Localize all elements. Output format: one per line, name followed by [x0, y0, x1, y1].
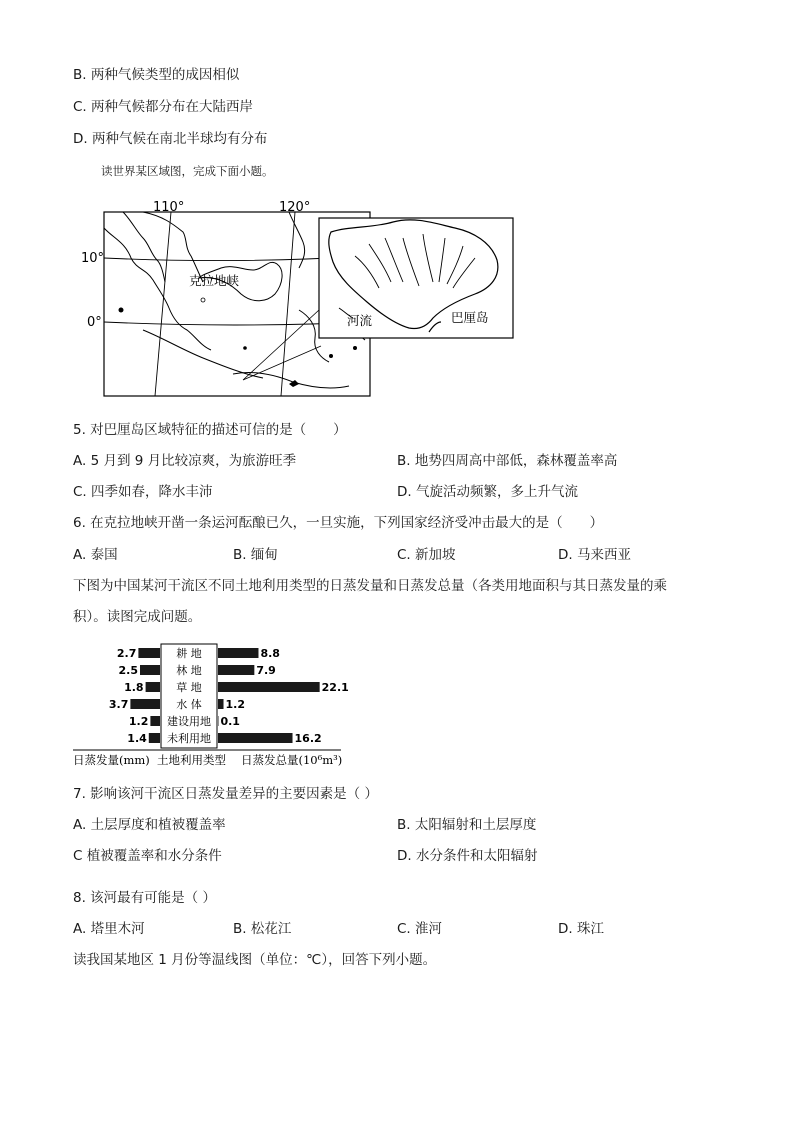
q6-stem: 6. 在克拉地峡开凿一条运河酝酿已久，一旦实施，下列国家经济受冲击最大的是（ ）	[73, 515, 604, 531]
island-dot	[243, 346, 247, 350]
bar-total-evaporation-0	[218, 648, 258, 658]
bar-evaporation-1	[140, 665, 160, 675]
label-river: 河流	[347, 313, 373, 328]
label-total-evaporation-5: 16.2	[294, 732, 322, 745]
label-evaporation-1: 2.5	[118, 664, 138, 677]
xlabel-left: 日蒸发量(mm)	[73, 753, 150, 767]
island-dot	[353, 346, 357, 350]
category-label-1: 林 地	[176, 664, 202, 677]
prev-option-b: B. 两种气候类型的成因相似	[73, 67, 240, 83]
map-intro: 读世界某区域图，完成下面小题。	[101, 164, 274, 178]
label-total-evaporation-0: 8.8	[260, 647, 280, 660]
bar-total-evaporation-2	[218, 682, 320, 692]
bar-evaporation-2	[146, 682, 160, 692]
q5-option-b[interactable]: B. 地势四周高中部低，森林覆盖率高	[397, 453, 618, 469]
bar-evaporation-0	[138, 648, 160, 658]
xlabel-right: 日蒸发总量(10⁶m³)	[241, 753, 343, 767]
q7-stem: 7. 影响该河干流区日蒸发量差异的主要因素是（ ）	[73, 786, 378, 802]
label-evaporation-4: 1.2	[128, 715, 149, 728]
q5-option-a[interactable]: A. 5 月到 9 月比较凉爽，为旅游旺季	[73, 453, 297, 469]
bar-total-evaporation-3	[218, 699, 224, 709]
label-bali: 巴厘岛	[451, 310, 489, 325]
label-evaporation-2: 1.8	[124, 681, 144, 694]
chart-intro-2: 积）。读图完成问题。	[73, 609, 202, 625]
label-kra-isthmus: 克拉地峡	[189, 273, 240, 288]
bar-evaporation-5	[149, 733, 160, 743]
label-lat-0: 0°	[87, 315, 102, 330]
next-intro: 读我国某地区 1 月份等温线图（单位：℃），回答下列小题。	[73, 952, 437, 968]
bar-evaporation-3	[130, 699, 160, 709]
q5-option-d[interactable]: D. 气旋活动频繁，多上升气流	[397, 484, 578, 500]
chart-intro-1: 下图为中国某河干流区不同土地利用类型的日蒸发量和日蒸发总量（各类用地面积与其日蒸发量的乘	[73, 578, 667, 594]
label-total-evaporation-4: 0.1	[220, 715, 240, 728]
bar-total-evaporation-1	[218, 665, 254, 675]
label-evaporation-5: 1.4	[127, 732, 147, 745]
q7-option-d[interactable]: D. 水分条件和太阳辐射	[397, 848, 538, 864]
prev-option-c: C. 两种气候都分布在大陆西岸	[73, 99, 254, 115]
label-110: 110°	[153, 200, 185, 215]
q7-option-c[interactable]: C 植被覆盖率和水分条件	[73, 848, 222, 864]
label-evaporation-0: 2.7	[116, 647, 137, 660]
xlabel-center: 土地利用类型	[157, 753, 226, 767]
category-label-5: 未利用地	[167, 732, 211, 745]
evaporation-chart-svg	[73, 642, 363, 768]
map-svg	[81, 198, 515, 398]
q7-option-a[interactable]: A. 土层厚度和植被覆盖率	[73, 817, 226, 833]
q6-option-c[interactable]: C. 新加坡	[397, 547, 456, 563]
category-label-3: 水 体	[176, 698, 202, 711]
q8-option-c[interactable]: C. 淮河	[397, 921, 443, 937]
bar-total-evaporation-5	[218, 733, 293, 743]
q6-option-b[interactable]: B. 缅甸	[233, 547, 278, 563]
q8-stem: 8. 该河最有可能是（ ）	[73, 890, 216, 906]
prev-option-d: D. 两种气候在南北半球均有分布	[73, 131, 268, 147]
southeast-asia-map	[81, 198, 515, 398]
category-label-0: 耕 地	[176, 647, 202, 660]
bar-evaporation-4	[150, 716, 160, 726]
evaporation-chart	[73, 642, 363, 768]
label-total-evaporation-3: 1.2	[225, 698, 246, 711]
island-dot	[119, 308, 124, 313]
category-label-2: 草 地	[176, 681, 202, 694]
q8-option-b[interactable]: B. 松花江	[233, 921, 292, 937]
q5-stem: 5. 对巴厘岛区域特征的描述可信的是（ ）	[73, 422, 347, 438]
q8-option-d[interactable]: D. 珠江	[558, 921, 604, 937]
island-dot	[329, 354, 333, 358]
label-total-evaporation-2: 22.1	[321, 681, 349, 694]
label-total-evaporation-1: 7.9	[256, 664, 276, 677]
q7-option-b[interactable]: B. 太阳辐射和土层厚度	[397, 817, 537, 833]
q5-option-c[interactable]: C. 四季如春，降水丰沛	[73, 484, 213, 500]
label-120: 120°	[279, 200, 311, 215]
category-label-4: 建设用地	[167, 715, 211, 728]
q8-option-a[interactable]: A. 塔里木河	[73, 921, 145, 937]
q6-option-d[interactable]: D. 马来西亚	[558, 547, 631, 563]
label-lat-10: 10°	[81, 251, 105, 266]
label-evaporation-3: 3.7	[108, 698, 129, 711]
q6-option-a[interactable]: A. 泰国	[73, 547, 118, 563]
